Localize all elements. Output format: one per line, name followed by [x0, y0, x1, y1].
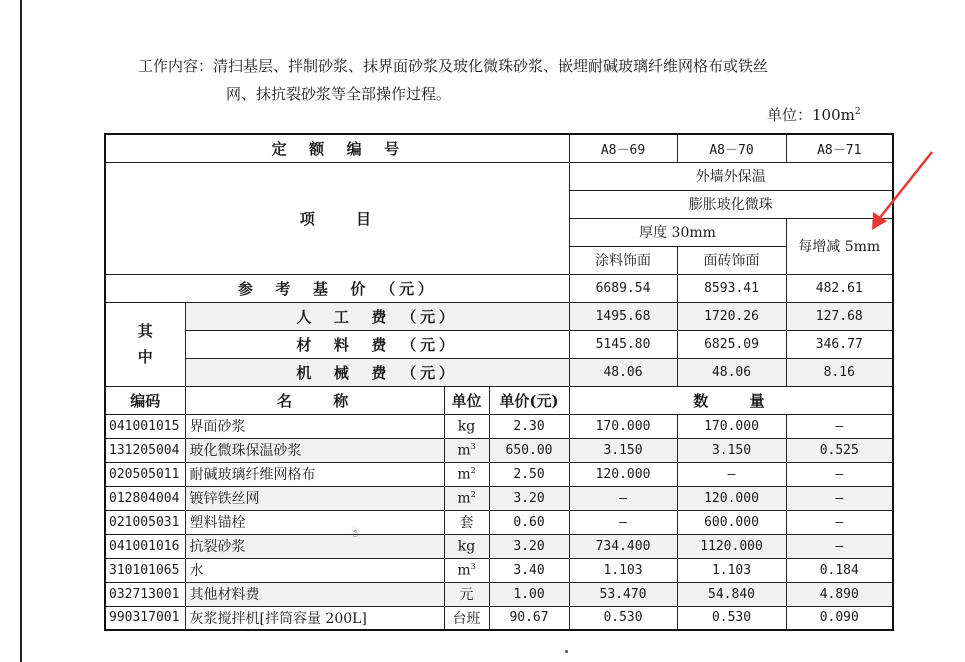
item-label: 项 目 — [105, 162, 569, 274]
among-text: 其中 — [137, 322, 153, 366]
row-qty-3: 0.090 — [786, 606, 893, 630]
code-a8-69: A8－69 — [569, 134, 677, 162]
row-unit-text: kg — [457, 418, 476, 435]
row-qty-2: — — [677, 462, 786, 486]
row-unit-sup: 3 — [470, 441, 476, 451]
row-code: 131205004 — [105, 438, 185, 462]
work-content-line2: 网、抹抗裂砂浆等全部操作过程。 — [226, 85, 452, 103]
row-code: 990317001 — [105, 606, 185, 630]
row-qty-1: 734.400 — [569, 534, 677, 558]
row-qty-3: — — [786, 414, 893, 438]
row-name: 水 — [185, 558, 444, 582]
row-price: 1.00 — [489, 582, 569, 606]
dot-mark-icon — [565, 650, 568, 653]
row-qty-3: — — [786, 462, 893, 486]
material-cost-3: 346.77 — [786, 330, 893, 358]
row-unit-text: 台班 — [452, 610, 481, 627]
code-a8-70: A8－70 — [677, 134, 786, 162]
machine-label: 机 械 费 （元） — [185, 358, 569, 386]
code-a8-71: A8－71 — [786, 134, 893, 162]
col-price: 单价(元) — [489, 386, 569, 414]
labor-3: 127.68 — [786, 302, 893, 330]
finish-paint-label: 涂料饰面 — [569, 246, 677, 274]
row-qty-2: 54.840 — [677, 582, 786, 606]
unit-text: 单位：100m — [767, 106, 855, 124]
row-name: 耐碱玻璃纤维网格布 — [185, 462, 444, 486]
col-name: 名 称 — [185, 386, 444, 414]
row-qty-1: — — [569, 486, 677, 510]
row-unit-text: kg — [457, 538, 476, 555]
machine-2: 48.06 — [677, 358, 786, 386]
row-qty-3: — — [786, 534, 893, 558]
row-unit-sup: 2 — [470, 465, 476, 475]
category-label: 外墙外保温 — [569, 162, 893, 190]
base-price-3: 482.61 — [786, 274, 893, 302]
row-unit-sup: 2 — [470, 489, 476, 499]
material-cost-label: 材 料 费 （元） — [185, 330, 569, 358]
row-qty-1: 1.103 — [569, 558, 677, 582]
row-code: 310101065 — [105, 558, 185, 582]
row-qty-2: 120.000 — [677, 486, 786, 510]
quota-no-label: 定 额 编 号 — [105, 134, 569, 162]
row-price: 650.00 — [489, 438, 569, 462]
row-price: 90.67 — [489, 606, 569, 630]
row-unit-text: m — [457, 490, 471, 507]
row-unit-sup: 3 — [470, 561, 476, 571]
row-qty-3: 0.525 — [786, 438, 893, 462]
row-name: 镀锌铁丝网 — [185, 486, 444, 510]
row-qty-3: 0.184 — [786, 558, 893, 582]
col-unit: 单位 — [444, 386, 489, 414]
row-price: 0.60 — [489, 510, 569, 534]
row-qty-3: — — [786, 486, 893, 510]
row-unit-text: 元 — [459, 587, 474, 603]
row-unit-text: 套 — [459, 515, 474, 531]
material-cost-1: 5145.80 — [569, 330, 677, 358]
row-name: 塑料锚栓 — [185, 510, 444, 534]
machine-1: 48.06 — [569, 358, 677, 386]
work-content-line1: 工作内容：清扫基层、拌制砂浆、抹界面砂浆及玻化微珠砂浆、嵌埋耐碱玻璃纤维网格布或铁丝 — [138, 57, 769, 75]
row-name: 抗裂砂浆 — [185, 534, 444, 558]
row-code: 012804004 — [105, 486, 185, 510]
row-qty-2: 0.530 — [677, 606, 786, 630]
row-qty-2: 600.000 — [677, 510, 786, 534]
row-qty-1: 120.000 — [569, 462, 677, 486]
row-price: 3.40 — [489, 558, 569, 582]
row-qty-1: 170.000 — [569, 414, 677, 438]
row-unit-text: m — [457, 442, 471, 459]
row-qty-2: 1.103 — [677, 558, 786, 582]
row-price: 2.50 — [489, 462, 569, 486]
col-code: 编码 — [105, 386, 185, 414]
row-name: 玻化微珠保温砂浆 — [185, 438, 444, 462]
row-code: 041001015 — [105, 414, 185, 438]
unit-sup: 2 — [854, 107, 861, 117]
base-price-label: 参 考 基 价 （元） — [105, 274, 569, 302]
row-name: 灰浆搅拌机[拌筒容量 200L] — [185, 606, 444, 630]
row-qty-1: 0.530 — [569, 606, 677, 630]
row-qty-1: — — [569, 510, 677, 534]
labor-2: 1720.26 — [677, 302, 786, 330]
each-reduce-label: 每增减 5mm — [786, 218, 893, 274]
row-code: 021005031 — [105, 510, 185, 534]
row-price: 3.20 — [489, 486, 569, 510]
row-qty-3: 4.890 — [786, 582, 893, 606]
row-code: 032713001 — [105, 582, 185, 606]
labor-1: 1495.68 — [569, 302, 677, 330]
base-price-1: 6689.54 — [569, 274, 677, 302]
row-unit-text: m — [457, 466, 471, 483]
row-qty-2: 3.150 — [677, 438, 786, 462]
row-qty-1: 3.150 — [569, 438, 677, 462]
row-qty-3: — — [786, 510, 893, 534]
col-quantity: 数 量 — [569, 386, 893, 414]
base-price-2: 8593.41 — [677, 274, 786, 302]
row-code: 020505011 — [105, 462, 185, 486]
row-qty-1: 53.470 — [569, 582, 677, 606]
row-qty-2: 170.000 — [677, 414, 786, 438]
finish-tile-label: 面砖饰面 — [677, 246, 786, 274]
row-price: 3.20 — [489, 534, 569, 558]
smudge-mark-icon: ☃ — [350, 527, 360, 540]
row-name: 界面砂浆 — [185, 414, 444, 438]
machine-3: 8.16 — [786, 358, 893, 386]
row-unit-text: m — [457, 562, 471, 579]
row-name: 其他材料费 — [185, 582, 444, 606]
material-cost-2: 6825.09 — [677, 330, 786, 358]
thickness-label: 厚度 30mm — [569, 218, 786, 246]
row-price: 2.30 — [489, 414, 569, 438]
material-label: 膨胀玻化微珠 — [569, 190, 893, 218]
row-qty-2: 1120.000 — [677, 534, 786, 558]
labor-label: 人 工 费 （元） — [185, 302, 569, 330]
row-code: 041001016 — [105, 534, 185, 558]
